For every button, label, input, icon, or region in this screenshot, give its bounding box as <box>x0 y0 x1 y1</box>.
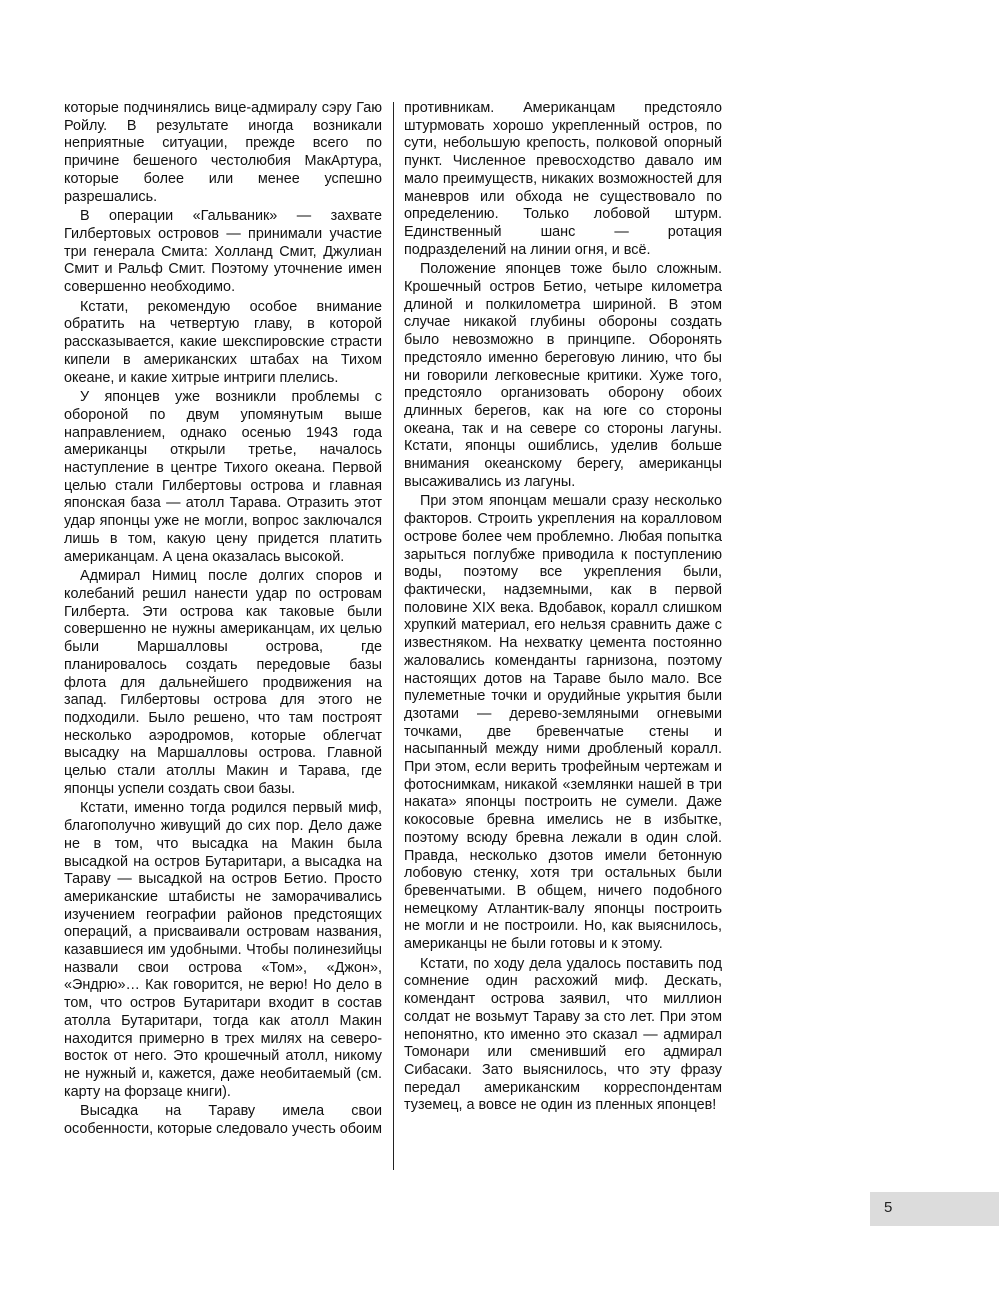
right-text-column <box>404 100 722 1117</box>
page-number: 5 <box>884 1199 893 1216</box>
paragraph: которые подчинялись вице-адмиралу сэру Гаю Ройлу. В результате иногда возникали неприятные ситуации, прежде всего по причине бешеного честолюбия МакАртура, которые более или менее успешно разрешались. <box>64 100 382 205</box>
column-divider <box>393 102 394 1170</box>
paragraph: При этом японцам мешали сразу несколько факторов. Строить укрепления на коралловом острове более чем проблемно. Любая попытка зарыться поглубже приводила к поступлению воды, поэтому все укрепления были, фактически, надземными, как в первой половине XIX века. Вдобавок, коралл слишком хрупкий материал, его нельзя сравнить даже с известняком. На нехватку цемента постоянно жаловались коменданты гарнизона, поэтому настоящих дотов на Тараве было мало. Все пулеметные точки и орудийные укрытия были дзотами — дерево-земляными огневыми точками, две бревенчатые стены и насыпанный между ними дробленый коралл. При этом, если верить трофейным чертежам и фотоснимкам, никакой «землянки нашей в три наката» японцы построить не сумели. Даже кокосовые бревна имелись не в избытке, поэтому всюду бревна лежали в один слой. Правда, несколько дзотов имели бетонную лобовую стенку, хотя три остальных были бревенчатыми. В общем, ничего подобного немецкому Атлантик-валу японцы построить не могли и не построили. Но, как выяснилось, американцы не были готовы и к этому. <box>404 493 722 953</box>
paragraph: В операции «Гальваник» — захвате Гилбертовых островов — принимали участие три генерала Смита: Холланд Смит, Джулиан Смит и Ральф Смит. Поэтому уточнение имен совершенно необходимо. <box>64 208 382 296</box>
left-text-column <box>64 100 382 1141</box>
page-number-bar <box>870 1192 999 1226</box>
paragraph: У японцев уже возникли проблемы с обороной по двум упомянутым выше направлением, однако осенью 1943 года американцы открыли третье, началось наступление в центре Тихого океана. Первой целью стали Гилбертовы острова и главная японская база — атолл Тарава. Отразить этот удар японцы уже не могли, вопрос заключался лишь в том, какую цену придется платить американцам. А цена оказалась высокой. <box>64 389 382 565</box>
paragraph: Положение японцев тоже было сложным. Крошечный остров Бетио, четыре километра длиной и полкилометра шириной. В этом случае никакой глубины обороны создать было невозможно в принципе. Оборонять предстояло именно береговую линию, что бы ни говорили легковесные критики. Хуже того, предстояло организовать оборону обоих длинных берегов, как на юге со стороны океана, так и на севере со стороны лагуны. Кстати, японцы ошиблись, уделив больше внимания океанскому берегу, американцы высаживались из лагуны. <box>404 261 722 490</box>
paragraph: Кстати, по ходу дела удалось поставить под сомнение один расхожий миф. Дескать, комендант острова заявил, что миллион солдат не возьмут Тараву за сто лет. При этом непонятно, кто именно это сказал — адмирал Томонари или сменивший его адмирал Сибасаки. Зато выяснилось, что эту фразу передал американским корреспондентам туземец, а вовсе не один из пленных японцев! <box>404 955 722 1114</box>
paragraph: Высадка на Тараву имела свои особенности, которые следовало учесть обоим <box>64 1103 382 1138</box>
paragraph: Кстати, именно тогда родился первый миф, благополучно живущий до сих пор. Дело даже не в том, что высадка на Макин была высадкой на остров Бутаритари, а высадка на Тараву — высадкой на остров Бетио. Просто американские штабисты не заморачивались изучением географии районов предстоящих операций, а присваивали островам названия, казавшиеся им удобными. Чтобы полинезийцы назвали свои острова «Том», «Джон», «Эндрю»… Как говорится, не верю! Но дело в том, что остров Бутаритари входит в состав атолла Бутаритари, тогда как атолл Макин находится примерно в трех милях на северо-восток от него. Это крошечный атолл, никому не нужный и, кажется, даже необитаемый (см. карту на форзаце книги). <box>64 800 382 1100</box>
paragraph: Кстати, рекомендую особое внимание обратить на четвертую главу, в которой рассказывается, какие шекспировские страсти кипели в американских штабах на Тихом океане, и какие хитрые интриги плелись. <box>64 298 382 386</box>
paragraph: Адмирал Нимиц после долгих споров и колебаний решил нанести удар по островам Гилберта. Эти острова как таковые были совершенно не нужны американцам, их целью были Маршалловы острова, где планировалось создать передовые базы флота для дальнейшего продвижения на запад. Гилбертовы острова для этого не подходили. Было решено, что там построят несколько аэродромов, которые облегчат высадку на Маршалловы острова. Главной целью стали атоллы Макин и Тарава, где японцы успели создать свои базы. <box>64 568 382 797</box>
paragraph: противникам. Американцам предстояло штурмовать хорошо укрепленный остров, по сути, небольшую крепость, полковой опорный пункт. Численное превосходство давало им мало преимуществ, никаких возможностей для маневров или обхода не существовало по определению. Только лобовой штурм. Единственный шанс — ротация подразделений на линии огня, и всё. <box>404 100 722 258</box>
